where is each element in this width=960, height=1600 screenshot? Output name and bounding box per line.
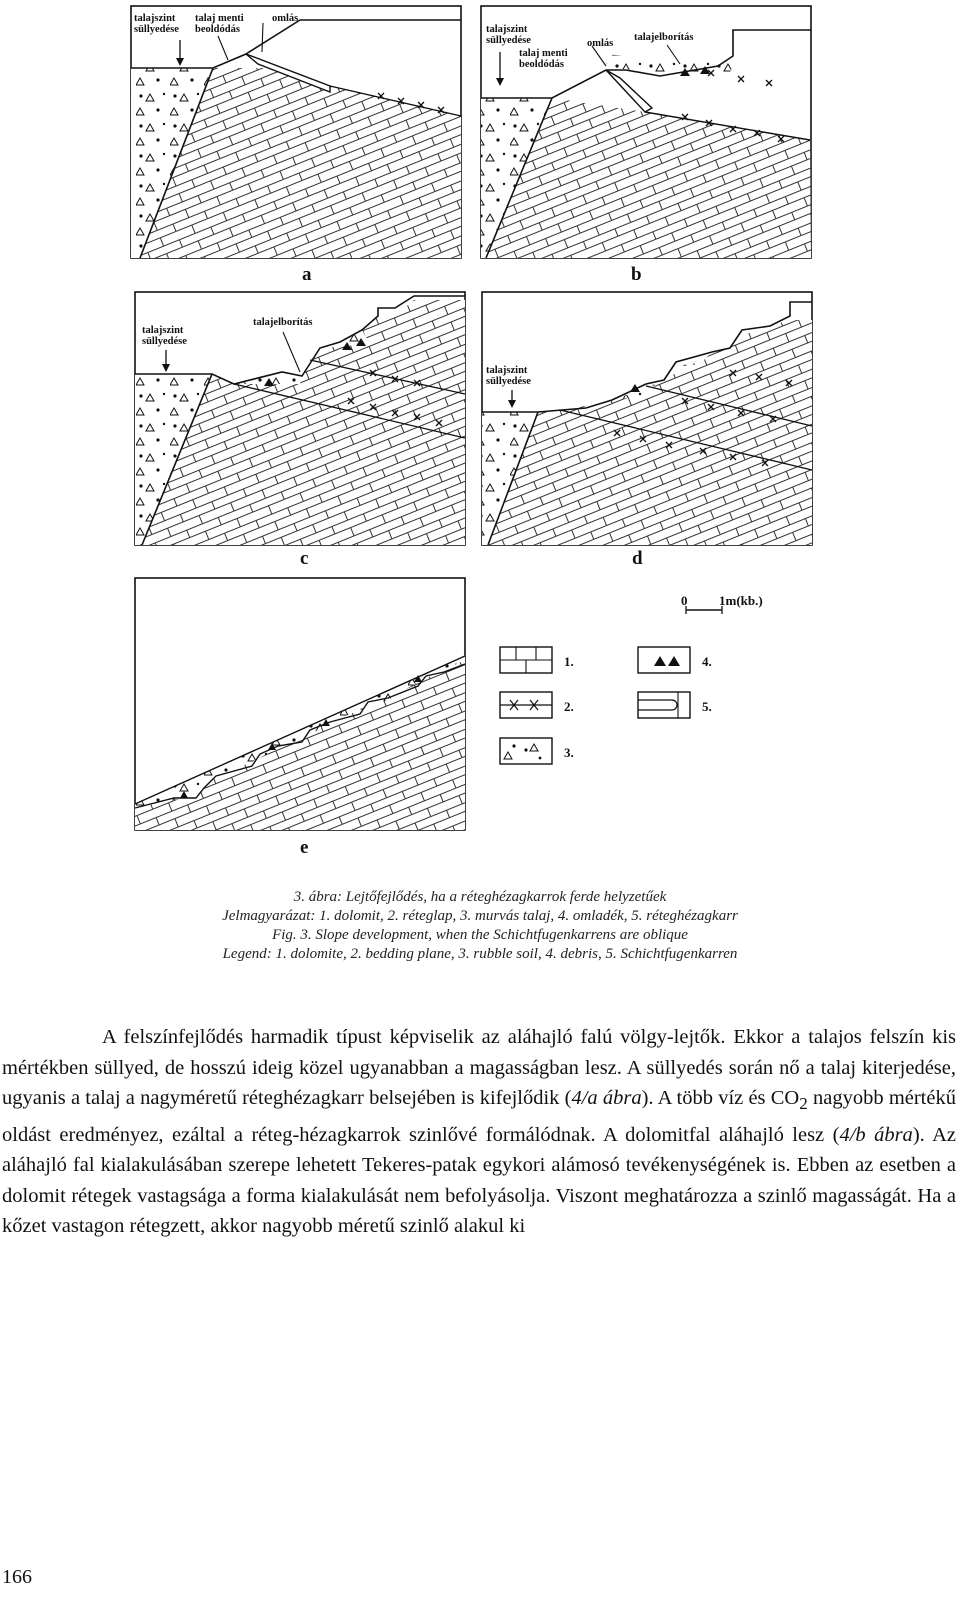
legend-item-4 — [638, 647, 712, 673]
figure-caption — [0, 888, 960, 964]
legend-item-2 — [500, 692, 574, 718]
panel-b-label-3: omlás — [587, 38, 614, 49]
panel-a-label-1: talajszint — [134, 13, 176, 24]
body-text-3: nagyobb mértékű oldást eredményez, ezáltal a réteg-hézagkarrok szinlővé formálódnak. A dolomitfal aláhajló lesz ( — [2, 1087, 956, 1146]
svg-text:süllyedése: süllyedése — [142, 336, 187, 347]
caption-line-4: Legend: 1. dolomite, 2. bedding plane, 3. rubble soil, 4. debris, 5. Schichtfugenkarren — [222, 946, 738, 962]
svg-text:beoldódás: beoldódás — [195, 24, 240, 35]
panel-c-letter: c — [300, 548, 309, 569]
svg-text:süllyedése: süllyedése — [134, 24, 179, 35]
legend-label-1: 1. — [564, 654, 574, 669]
caption-line-3: Fig. 3. Slope development, when the Schichtfugenkarrens are oblique — [272, 927, 688, 943]
caption-line-1: 3. ábra: Lejtőfejlődés, ha a réteghézagkarrok ferde helyzetűek — [293, 889, 667, 905]
panel-b-label-4: talajelborítás — [634, 32, 694, 43]
svg-text:beoldódás: beoldódás — [519, 59, 564, 70]
legend-label-3: 3. — [564, 745, 574, 760]
panel-d — [482, 292, 812, 569]
scale-unit: 1m(kb.) — [719, 593, 763, 608]
panel-b-label-2: talaj menti — [519, 48, 568, 59]
caption-line-2: Jelmagyarázat: 1. dolomit, 2. réteglap, 3. murvás talaj, 4. omladék, 5. réteghézagkarr — [222, 908, 738, 924]
co2-subscript: 2 — [799, 1094, 808, 1114]
body-text-2: ). A több víz és CO — [641, 1087, 800, 1109]
svg-text:süllyedése: süllyedése — [486, 35, 531, 46]
legend-item-5 — [638, 692, 712, 718]
legend-label-4: 4. — [702, 654, 712, 669]
panel-e-letter: e — [300, 837, 309, 858]
panel-d-label-1: talajszint — [486, 365, 528, 376]
panel-c-label-1: talajszint — [142, 325, 184, 336]
body-text-4: ). Az aláhajló fal kialakulásában szerepe lehetett Tekeres-patak egykori alámosó tevékenységének is. Ebben az esetben a dolomit rétegek vastagsága a forma kialakulását nem befolyásolja. Viszont meghatározza a szinlő magasságát. Ha a kőzet vastagon rétegzett, akkor nagyobb méretű szinlő alakul ki — [2, 1123, 956, 1238]
figure-reference-4b: 4/b ábra — [839, 1123, 913, 1146]
scale-zero: 0 — [681, 593, 688, 608]
legend-item-1 — [500, 647, 574, 673]
svg-text:süllyedése: süllyedése — [486, 376, 531, 387]
panel-d-letter: d — [632, 548, 643, 569]
legend-label-5: 5. — [702, 699, 712, 714]
panel-b-label-1: talajszint — [486, 24, 528, 35]
panel-a-label-3: omlás — [272, 13, 299, 24]
panel-c-label-2: talajelborítás — [253, 317, 313, 328]
legend — [500, 647, 712, 764]
page-number: 166 — [2, 1566, 32, 1588]
figure-reference-4a: 4/a ábra — [571, 1087, 642, 1109]
body-paragraph — [2, 1022, 956, 1242]
panel-c — [135, 292, 465, 569]
panel-a-label-2: talaj menti — [195, 13, 244, 24]
legend-item-3 — [500, 738, 574, 764]
panel-b — [481, 6, 811, 285]
panel-e — [135, 578, 465, 858]
panel-b-letter: b — [631, 264, 642, 285]
body-text-1: A felszínfejlődés harmadik típust képviselik az aláhajló falú völgy-lejtők. Ekkor a talajos felszín kis mértékben süllyed, de hosszú ideig közel ugyanabban a magasságban lesz. A süllyedés során nő a talaj kiterjedése, ugyanis a talaj a nagyméretű réteghézagkarr belsejében is kifejlődik ( — [2, 1026, 956, 1109]
legend-label-2: 2. — [564, 699, 574, 714]
panel-a — [131, 6, 461, 285]
scale-bar — [681, 593, 763, 614]
panel-a-letter: a — [302, 264, 312, 285]
